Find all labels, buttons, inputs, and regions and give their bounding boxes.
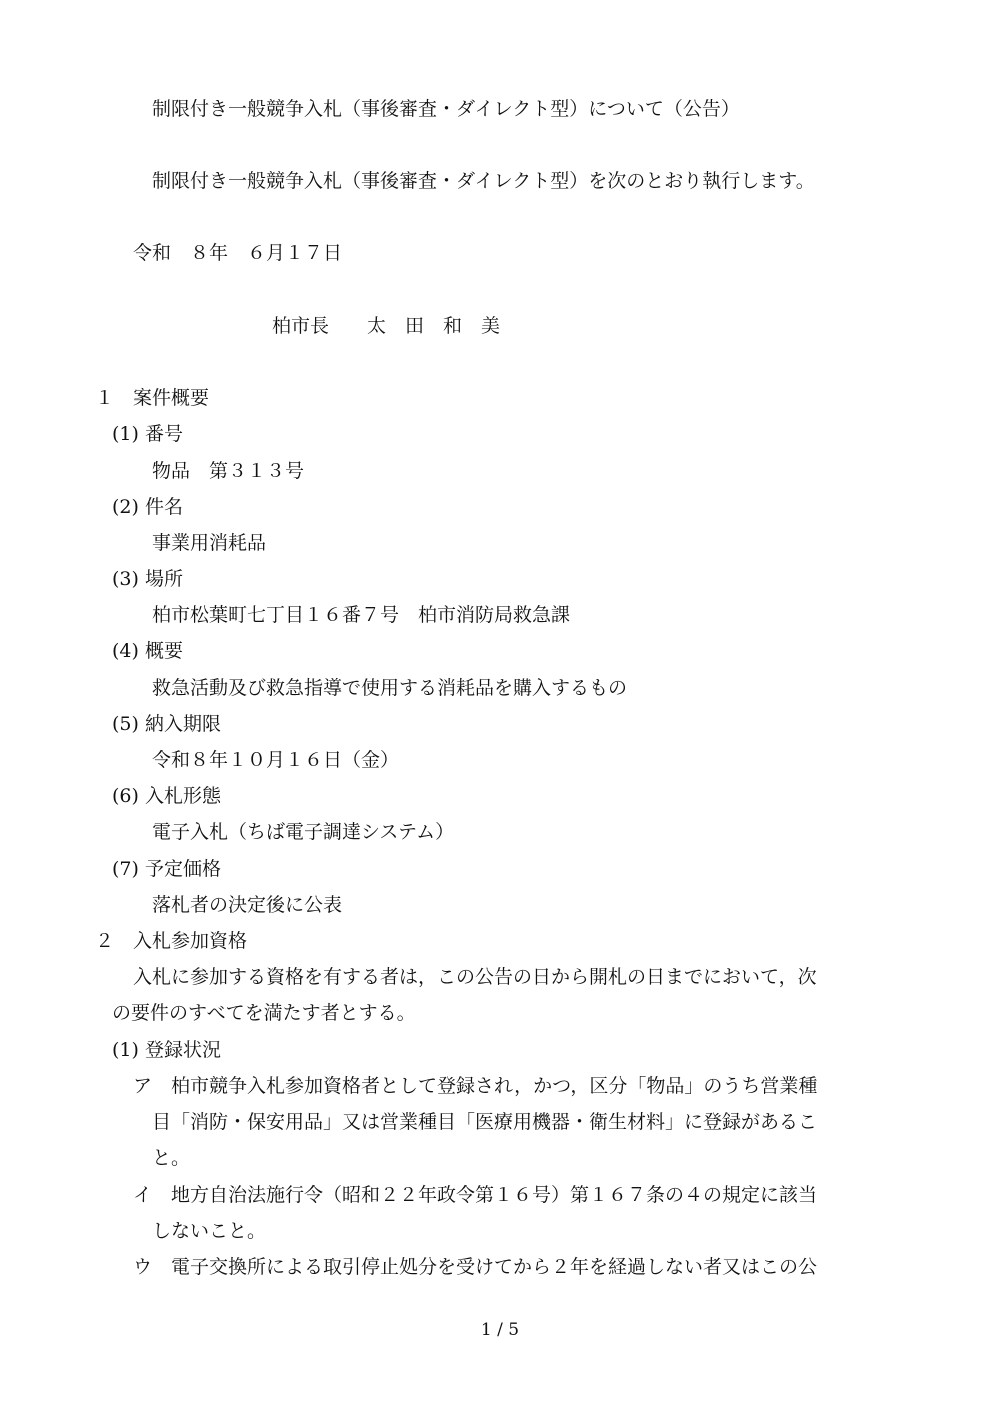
item-value-summary: 救急活動及び救急指導で使用する消耗品を購入するもの (152, 677, 628, 699)
item-label-summary: (4) 概要 (112, 640, 183, 662)
sub-heading-registration: (1) 登録状況 (112, 1039, 221, 1061)
requirement-u-line: ウ 電子交換所による取引停止処分を受けてから２年を経過しない者又はこの公 (133, 1256, 818, 1278)
requirement-a-line: 目「消防・保安用品」又は営業種目「医療用機器・衛生材料」に登録があるこ (152, 1111, 818, 1133)
item-label-price: (7) 予定価格 (112, 858, 221, 880)
item-value-name: 事業用消耗品 (152, 532, 267, 554)
item-value-price: 落札者の決定後に公表 (152, 894, 343, 916)
requirement-a-line: と。 (152, 1147, 191, 1169)
item-label-deadline: (5) 納入期限 (112, 713, 221, 735)
section-heading-overview: １ 案件概要 (95, 387, 210, 409)
item-value-deadline: 令和８年１０月１６日（金） (152, 749, 400, 771)
qualification-paragraph-line: の要件のすべてを満たす者とする。 (112, 1002, 416, 1024)
notice-date: 令和 ８年 ６月１７日 (133, 242, 343, 264)
page-number: 1 / 5 (480, 1320, 520, 1340)
qualification-paragraph-line: 入札に参加する資格を有する者は，この公告の日から開札の日までにおいて，次 (133, 966, 817, 988)
item-label-number: (1) 番号 (112, 423, 183, 445)
issuer-name: 柏市長 太 田 和 美 (272, 315, 501, 337)
item-value-number: 物品 第３１３号 (152, 460, 305, 482)
section-heading-qualification: ２ 入札参加資格 (95, 930, 248, 952)
requirement-i-line: イ 地方自治法施行令（昭和２２年政令第１６号）第１６７条の４の規定に該当 (133, 1184, 818, 1206)
item-value-place: 柏市松葉町七丁目１６番７号 柏市消防局救急課 (152, 604, 571, 626)
requirement-a-line: ア 柏市競争入札参加資格者として登録され，かつ，区分「物品」のうち営業種 (133, 1075, 818, 1097)
item-label-bid-format: (6) 入札形態 (112, 785, 221, 807)
item-value-bid-format: 電子入札（ちば電子調達システム） (152, 821, 455, 843)
item-label-name: (2) 件名 (112, 496, 183, 518)
intro-text: 制限付き一般競争入札（事後審査・ダイレクト型）を次のとおり執行します。 (152, 170, 815, 192)
item-label-place: (3) 場所 (112, 568, 183, 590)
requirement-i-line: しないこと。 (152, 1220, 267, 1242)
notice-title: 制限付き一般競争入札（事後審査・ダイレクト型）について（公告） (152, 98, 740, 120)
